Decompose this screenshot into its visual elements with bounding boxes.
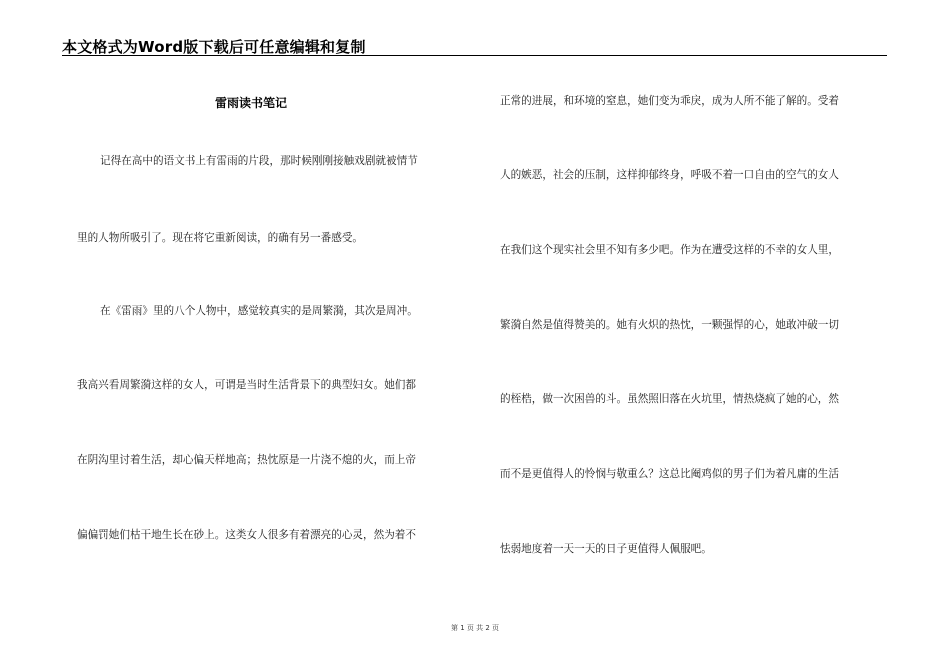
document-banner: 本文格式为Word版下载后可任意编辑和复制 <box>62 38 366 56</box>
page-number: 第 1 页 共 2 页 <box>450 624 500 632</box>
text-line: 的桎梏，做一次困兽的斗。虽然照旧落在火坑里，情热烧疯了她的心，然 <box>500 393 839 405</box>
text-line: 我高兴看周繁漪这样的女人，可谓是当时生活背景下的典型妇女。她们都 <box>77 379 416 391</box>
text-line: 怯弱地度着一天一天的日子更值得人佩服吧。 <box>500 543 712 555</box>
text-line: 记得在高中的语文书上有雷雨的片段，那时候刚刚接触戏剧就被情节 <box>100 155 418 167</box>
text-line: 在《雷雨》里的八个人物中，感觉较真实的是周繁漪，其次是周冲。 <box>100 305 418 317</box>
text-line: 在我们这个现实社会里不知有多少吧。作为在遭受这样的不幸的女人里， <box>500 244 839 256</box>
text-line: 偏偏罚她们枯干地生长在砂上。这类女人很多有着漂亮的心灵，然为着不 <box>77 529 416 541</box>
document-title: 雷雨读书笔记 <box>215 96 288 110</box>
text-line: 里的人物所吸引了。现在将它重新阅读，的确有另一番感受。 <box>77 232 364 244</box>
text-line: 在阴沟里讨着生活，却心偏天样地高；热忱原是一片浇不熄的火，而上帝 <box>77 454 416 466</box>
text-line: 人的嫉恶，社会的压制，这样抑郁终身，呼吸不着一口自由的空气的女人 <box>500 169 839 181</box>
text-line: 而不是更值得人的怜悯与敬重么？这总比阉鸡似的男子们为着凡庸的生活 <box>500 468 839 480</box>
text-line: 正常的进展，和环境的窒息，她们变为乖戾，成为人所不能了解的。受着 <box>500 95 839 107</box>
text-line: 繁漪自然是值得赞美的。她有火炽的热忱，一颗强悍的心，她敢冲破一切 <box>500 319 839 331</box>
banner-rule <box>62 55 887 56</box>
